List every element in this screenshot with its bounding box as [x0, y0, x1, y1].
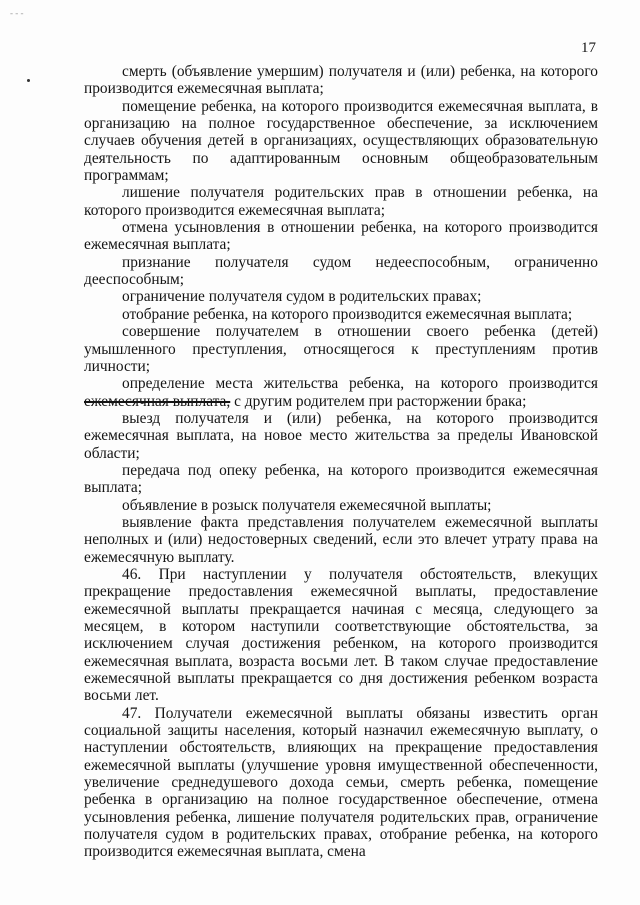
paragraph: совершение получателем в отношении своего ребенка (детей) умышленного преступления, относящегося к преступлениям против личности;	[84, 323, 598, 375]
scan-dot	[27, 79, 30, 82]
paragraph: отобрание ребенка, на которого производится ежемесячная выплата;	[122, 305, 573, 323]
paragraph: признание получателя судом недееспособным, ограниченно дееспособным;	[84, 253, 598, 289]
document-body	[84, 63, 598, 861]
paragraph-47: 47. Получатели ежемесячной выплаты обязаны известить орган социальной защиты населения, который назначил ежемесячную выплату, о наступлении обстоятельств, влияющих на прекращение предоставления ежемесячной выплаты (улучшение уровня имущественной обеспеченности, увеличение среднедушевого дохода семьи, смерть ребенка, помещение ребенка в организацию на полное государственное обеспечение, отмена усыновления ребенка, лишение получателя родительских прав, ограничение получателя судом в родительских правах, отобрание ребенка, на которого производится ежемесячная выплата, смена	[84, 704, 598, 861]
paragraph: отмена усыновления в отношении ребенка, на которого производится ежемесячная выплата;	[84, 219, 598, 254]
paragraph: передача под опеку ребенка, на которого производится ежемесячная выплата;	[84, 461, 598, 497]
paragraph: выезд получателя и (или) ребенка, на которого производится ежемесячная выплата, на новое место жительства за пределы Ивановской области;	[84, 409, 598, 462]
paragraph: лишение получателя родительских прав в отношении ребенка, на которого производится ежемесячная выплата;	[84, 184, 598, 219]
struck-text: ежемесячная выплата,	[84, 392, 231, 410]
paragraph: объявление в розыск получателя ежемесячной выплаты;	[122, 496, 492, 514]
paragraph-46: 46. При наступлении у получателя обстоятельств, влекущих прекращение предоставления ежемесячной выплаты, предоставление ежемесячной выплаты прекращается начиная с месяца, следующего за месяцем, в котором наступили соответствующие обстоятельства, за исключением случая достижения ребенком, на которого производится ежемесячная выплата, возраста восьми лет. В таком случае предоставление ежемесячной выплаты прекращается со дня достижения ребенком возраста восьми лет.	[84, 565, 598, 705]
paragraph-residence	[84, 375, 598, 410]
paragraph: помещение ребенка, на которого производится ежемесячная выплата, в организацию на полное государственное обеспечение, за исключением случаев обучения детей в организациях, осуществляющих образовательную деятельность по адаптированным основным общеобразовательным программам;	[84, 97, 598, 185]
residence-text: определение места жительства ребенка, на которого производится	[122, 375, 598, 393]
paragraph: смерть (объявление умершим) получателя и (или) ребенка, на которого производится ежемесячная выплата;	[84, 63, 598, 98]
page-number: 17	[581, 40, 596, 56]
corner-mark: - - -	[10, 8, 24, 18]
residence-text-end: с другим родителем при расторжении брака;	[230, 392, 527, 410]
paragraph: ограничение получателя судом в родительских правах;	[122, 288, 482, 306]
paragraph: выявление факта представления получателем ежемесячной выплаты неполных и (или) недостоверных сведений, если это влечет утрату права на ежемесячную выплату.	[84, 513, 598, 566]
